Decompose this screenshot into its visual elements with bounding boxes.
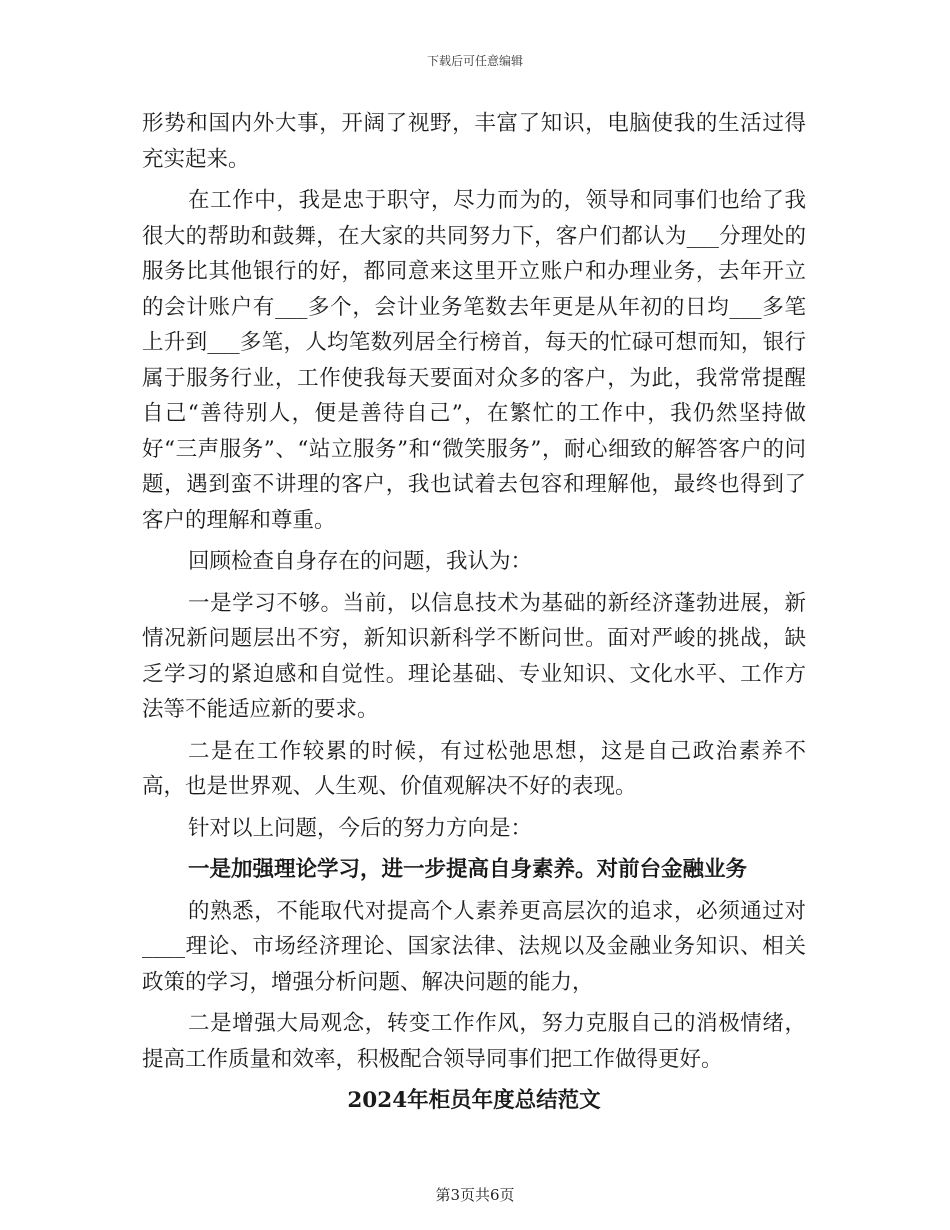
section-title: 2024年柜员年度总结范文 (347, 1088, 601, 1113)
paragraph-direction-one-heading: 一是加强理论学习，进一步提高自身素养。对前台金融业务 (188, 857, 748, 882)
paragraph-continuation: 形势和国内外大事，开阔了视野，丰富了知识，电脑使我的生活过得充实起来。 (142, 111, 806, 172)
paragraph-direction-one-body: 的熟悉，不能取代对提高个人素养更高层次的追求，必须通过对____理论、市场经济理论、国家法律、法规以及金融业务知识、相关政策的学习，增强分析问题、解决问题的能力， (142, 898, 806, 995)
paragraph-work: 在工作中，我是忠于职守，尽力而为的，领导和同事们也给了我很大的帮助和鼓舞，在大家的共同努力下，客户们都认为___分理处的服务比其他银行的好，都同意来这里开立账户和办理业务，去年开立的会计账户有___多个，会计业务笔数去年更是从年初的日均___多笔上升到___多笔，人均笔数列居全行榜首，每天的忙碌可想而知，银行属于服务行业，工作使我每天要面对众多的客户，为此，我常常提醒自己“善待别人，便是善待自己”，在繁忙的工作中，我仍然坚持做好“三声服务”、“站立服务”和“微笑服务”，耐心细致的解答客户的问题，遇到蛮不讲理的客户，我也试着去包容和理解他，最终也得到了客户的理解和尊重。 (142, 188, 806, 533)
paragraph-problem-two: 二是在工作较累的时候，有过松弛思想，这是自己政治素养不高，也是世界观、人生观、价值观解决不好的表现。 (142, 738, 806, 799)
page-footer: 第3页共6页 (435, 1186, 515, 1204)
document-body (142, 106, 806, 1119)
paragraph-direction-intro: 针对以上问题，今后的努力方向是： (188, 815, 533, 841)
page-header: 下载后可任意编辑 (426, 54, 523, 68)
paragraph-review-intro: 回顾检查自身存在的问题，我认为： (188, 549, 533, 574)
paragraph-direction-two: 二是增强大局观念，转变工作作风，努力克服自己的消极情绪，提高工作质量和效率，积极配合领导同事们把工作做得更好。 (142, 1011, 806, 1072)
paragraph-problem-one: 一是学习不够。当前，以信息技术为基础的新经济蓬勃进展，新情况新问题层出不穷，新知识新科学不断问世。面对严峻的挑战，缺乏学习的紧迫感和自觉性。理论基础、专业知识、文化水平、工作方法等不能适应新的要求。 (142, 590, 806, 722)
